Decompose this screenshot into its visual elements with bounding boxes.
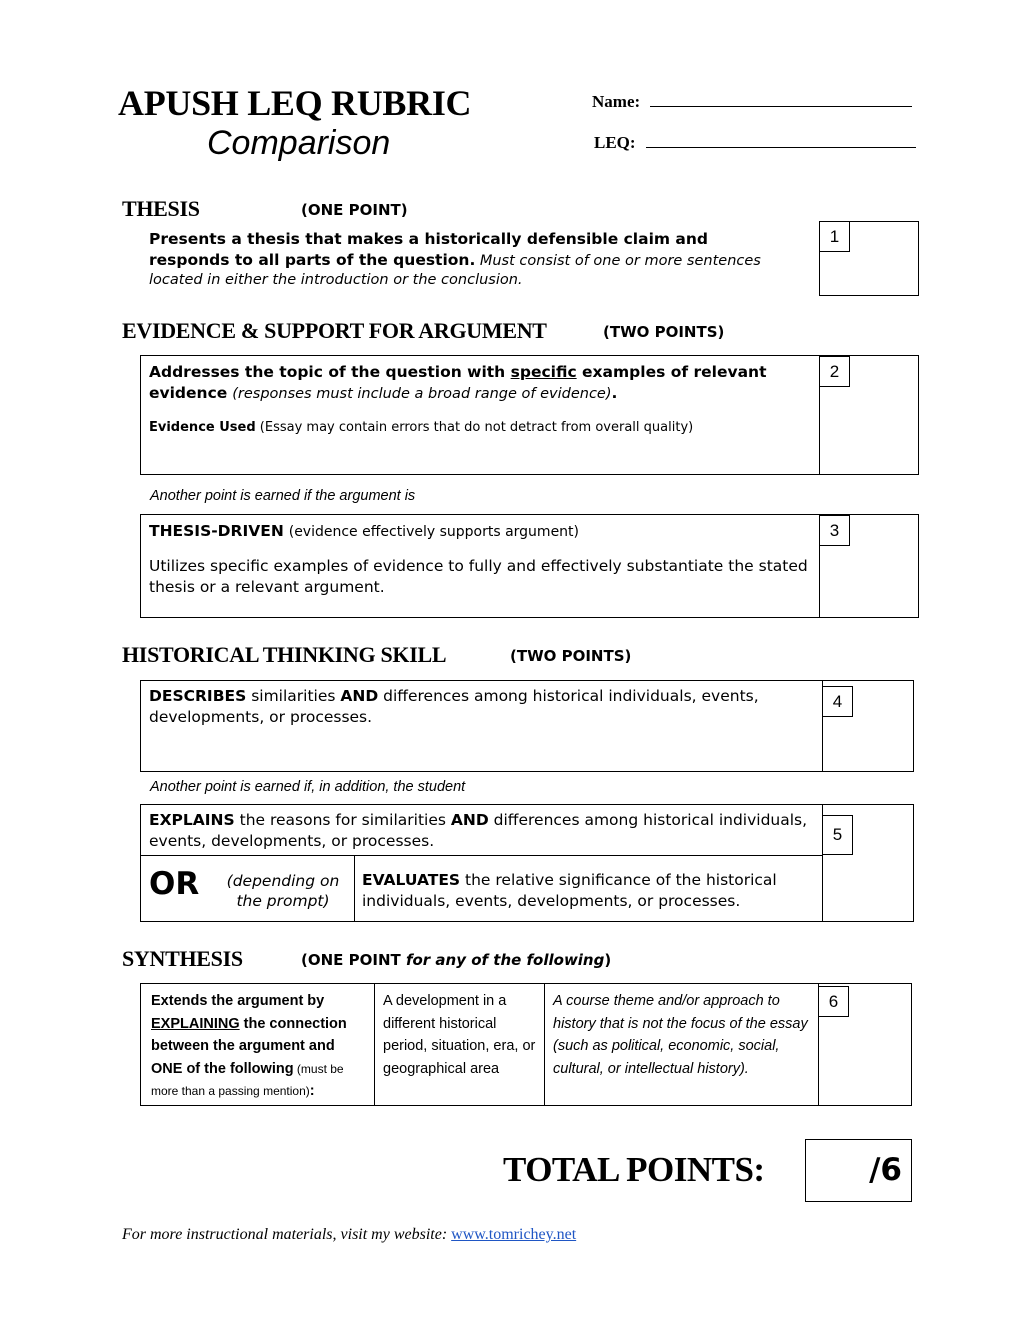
skill-another-note: Another point is earned if, in addition, the student: [150, 779, 466, 795]
synthesis-col-1-small: (must be more than a passing mention): [151, 1061, 344, 1098]
explains-label: EXPLAINS: [149, 811, 235, 829]
evidence-used: [149, 420, 693, 435]
thesis-points: (ONE POINT): [301, 201, 408, 219]
describes-label: DESCRIBES: [149, 687, 247, 705]
footer-text: For more instructional materials, visit my website:: [122, 1226, 452, 1243]
leq-blank-line[interactable]: [646, 133, 916, 148]
skill-point-number-2: 5: [822, 815, 853, 855]
synthesis-col-1-underline: EXPLAINING: [151, 1015, 240, 1032]
explains-text-a: the reasons for similarities: [234, 811, 451, 829]
thesis-criteria-bold: Presents a thesis that makes a historically defensible claim and responds to all parts of the question.: [149, 230, 709, 269]
evidence-used-label: Evidence Used: [149, 420, 256, 435]
leq-label: LEQ:: [594, 133, 636, 152]
thesis-criteria: [149, 229, 789, 290]
skill-point-number-1: 4: [822, 686, 853, 717]
thesis-driven-label: THESIS-DRIVEN: [149, 522, 284, 540]
synthesis-col-1-a: Extends the argument by: [151, 993, 325, 1009]
or-note: (depending on the prompt): [226, 872, 340, 910]
synthesis-points-italic: for any of the following: [405, 951, 605, 969]
synthesis-col-3: A course theme and/or approach to history that is not the focus of the essay (such as political, economic, social, cultural, or intellectual history).: [553, 993, 808, 1077]
synthesis-points-a: (ONE POINT: [301, 951, 406, 969]
skill-points: (TWO POINTS): [510, 647, 632, 665]
skill-heading: HISTORICAL THINKING SKILL: [122, 642, 447, 667]
synthesis-col-2: A development in a different historical period, situation, era, or geographical area: [383, 993, 536, 1077]
total-points-value: /6: [869, 1152, 902, 1188]
or-label: OR: [149, 866, 200, 902]
thesis-heading: THESIS: [122, 196, 200, 221]
thesis-driven-text: Utilizes specific examples of evidence to fully and effectively substantiate the stated thesis or a relevant argument.: [149, 557, 808, 596]
thesis-driven-heading: [149, 522, 579, 540]
explains-text-b: differences among historical individuals, events, developments, or processes.: [149, 811, 808, 850]
evidence-used-note: (Essay may contain errors that do not detract from overall quality): [259, 420, 694, 435]
evidence-criteria: [149, 362, 813, 405]
evaluates-text-body: the relative significance of the historical individuals, events, developments, or processes.: [362, 871, 777, 910]
footer-website-link[interactable]: www.tomrichey.net: [451, 1226, 577, 1243]
evidence-point-number-1: 2: [819, 356, 850, 387]
evaluates-text: [362, 870, 818, 912]
describes-text-b: differences among historical individuals, events, developments, or processes.: [149, 687, 759, 726]
thesis-point-number: 1: [819, 221, 850, 252]
thesis-criteria-note: Must consist of one or more sentences located in either the introduction or the conclusion.: [149, 253, 761, 288]
synthesis-col-1: [151, 990, 369, 1103]
leq-field[interactable]: [594, 133, 916, 153]
evidence-heading: EVIDENCE & SUPPORT FOR ARGUMENT: [122, 318, 547, 343]
explains-and: AND: [450, 811, 489, 829]
synthesis-points-b: ): [604, 951, 612, 969]
evaluates-label: EVALUATES: [362, 871, 461, 889]
evidence-criteria-end: .: [611, 384, 618, 402]
footer-note: [122, 1226, 576, 1244]
describes-text-a: similarities: [246, 687, 341, 705]
evidence-criteria-bold-a: Addresses the topic of the question with: [149, 363, 511, 381]
name-blank-line[interactable]: [650, 92, 912, 107]
evidence-criteria-note: (responses must include a broad range of evidence): [232, 386, 612, 402]
evidence-points: (TWO POINTS): [603, 323, 725, 341]
evidence-criteria-bold-b: examples of relevant evidence: [149, 363, 767, 402]
synthesis-points: [301, 951, 611, 969]
page-subtitle: Comparison: [207, 124, 391, 162]
total-points-label: TOTAL POINTS:: [503, 1150, 765, 1189]
thesis-driven-note: (evidence effectively supports argument): [288, 524, 580, 540]
describes-text: [149, 686, 817, 728]
name-label: Name:: [592, 92, 641, 111]
evidence-another-note: Another point is earned if the argument is: [150, 488, 416, 504]
synthesis-col-1-b: the connection between the argument and ONE of the following: [151, 1015, 347, 1077]
synthesis-col-1-end: :: [309, 1083, 315, 1099]
explains-text: [149, 810, 817, 852]
evidence-point-number-2: 3: [819, 515, 850, 546]
page-title: APUSH LEQ RUBRIC: [118, 83, 472, 123]
evidence-criteria-underline: specific: [510, 363, 577, 381]
synthesis-point-number: 6: [818, 986, 849, 1017]
synthesis-heading: SYNTHESIS: [122, 946, 243, 971]
name-field[interactable]: [592, 92, 912, 112]
describes-and: AND: [340, 687, 379, 705]
